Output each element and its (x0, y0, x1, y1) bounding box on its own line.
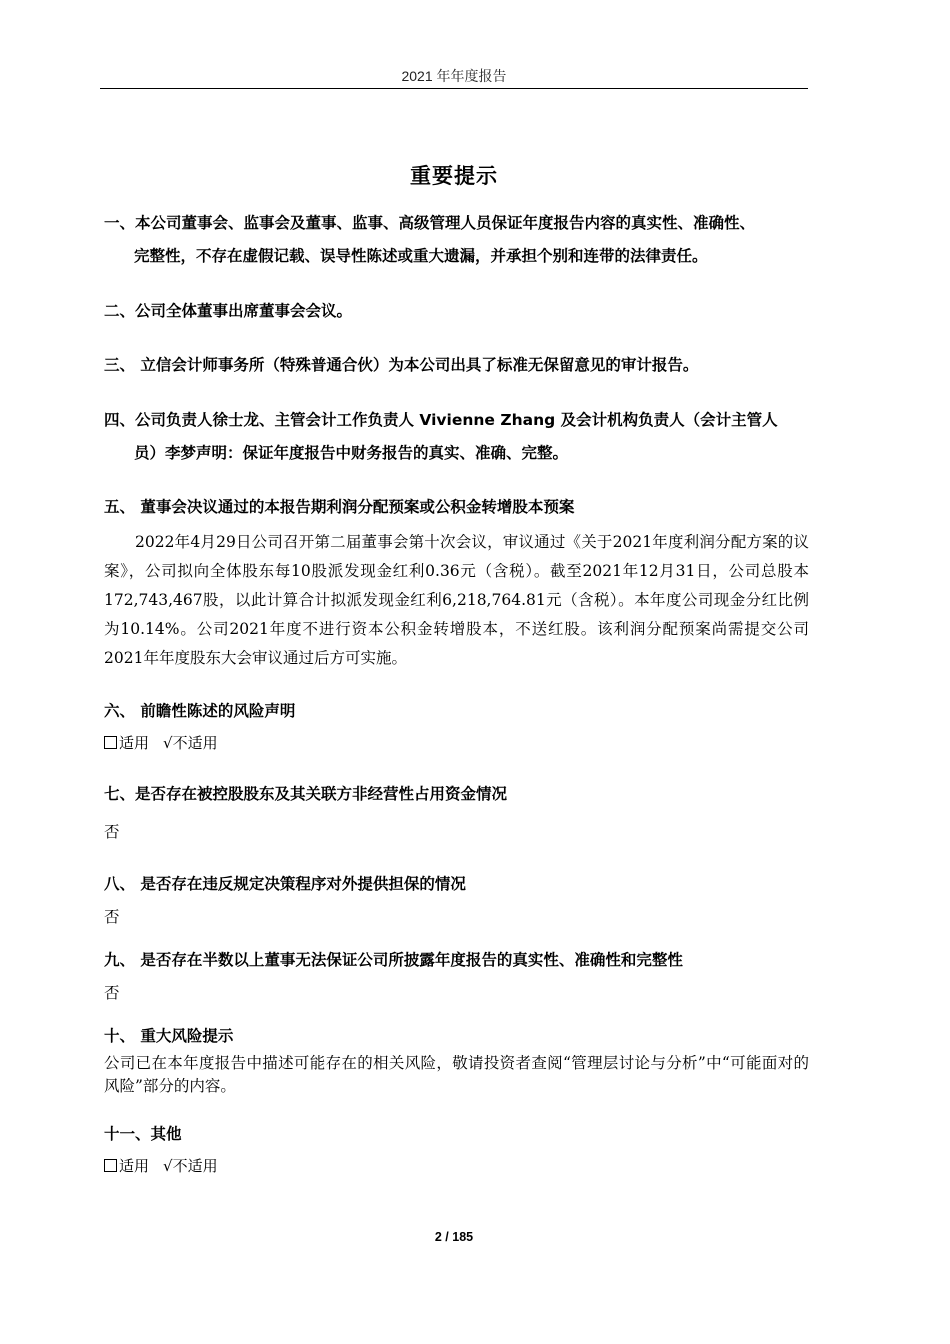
item-3: 三、 立信会计师事务所（特殊普通合伙）为本公司出具了标准无保留意见的审计报告。 (104, 356, 699, 374)
page-number: 2 / 185 (434, 1230, 474, 1244)
section-10-body: 公司已在本年度报告中描述可能存在的相关风险，敬请投资者查阅“管理层讨论与分析”中“可能面对的风险”部分的内容。 (104, 1054, 809, 1095)
section-11-options (104, 1155, 218, 1176)
section-10-heading: 十、 重大风险提示 (104, 1027, 234, 1045)
section-8-answer: 否 (104, 908, 120, 926)
option-not-applicable: √不适用 (163, 1157, 218, 1175)
section-5-body-text: 2022年4月29日公司召开第二届董事会第十次会议，审议通过《关于2021年度利润分配方案的议案》，公司拟向全体股东每10股派发现金红利0.36元（含税）。截至2021年12月31日，公司总股本172,743,467股，以此计算合计拟派发现金红利6,218,764.81元（含税）。本年度公司现金分红比例为10.14%。公司2021年度不进行资本公积金转增股本，不送红股。该利润分配预案尚需提交公司2021年年度股东大会审议通过后方可实施。 (104, 533, 809, 667)
section-7-answer: 否 (104, 823, 120, 841)
header-divider (100, 88, 808, 89)
checkbox-applicable (104, 1159, 117, 1172)
section-8-heading: 八、 是否存在违反规定决策程序对外提供担保的情况 (104, 875, 466, 893)
checkbox-applicable (104, 736, 117, 749)
section-5-heading: 五、 董事会决议通过的本报告期利润分配预案或公积金转增股本预案 (104, 498, 575, 516)
section-9-heading: 九、 是否存在半数以上董事无法保证公司所披露年度报告的真实性、准确性和完整性 (104, 951, 683, 969)
item-1-line-1: 一、本公司董事会、监事会及董事、监事、高级管理人员保证年度报告内容的真实性、准确性、 (104, 214, 756, 232)
option-applicable: 适用 (119, 1157, 150, 1175)
item-1-line-2: 完整性，不存在虚假记载、误导性陈述或重大遗漏，并承担个别和连带的法律责任。 (134, 247, 708, 265)
item-4-line-2: 员）李梦声明：保证年度报告中财务报告的真实、准确、完整。 (134, 444, 569, 462)
section-9-answer: 否 (104, 984, 120, 1002)
option-applicable: 适用 (119, 734, 150, 752)
item-2: 二、公司全体董事出席董事会会议。 (104, 302, 353, 320)
option-not-applicable: √不适用 (163, 734, 218, 752)
page-title: 重要提示 (410, 164, 498, 188)
item-4-line-1: 四、公司负责人徐士龙、主管会计工作负责人 Vivienne Zhang 及会计机构负责人（会计主管人 (104, 411, 778, 429)
section-6-heading: 六、 前瞻性陈述的风险声明 (104, 702, 296, 720)
section-11-heading: 十一、其他 (104, 1125, 182, 1143)
page-header: 2021 年年度报告 (401, 68, 507, 84)
section-6-options (104, 732, 218, 753)
section-7-heading: 七、是否存在被控股股东及其关联方非经营性占用资金情况 (104, 785, 508, 803)
section-5-body (104, 528, 809, 673)
